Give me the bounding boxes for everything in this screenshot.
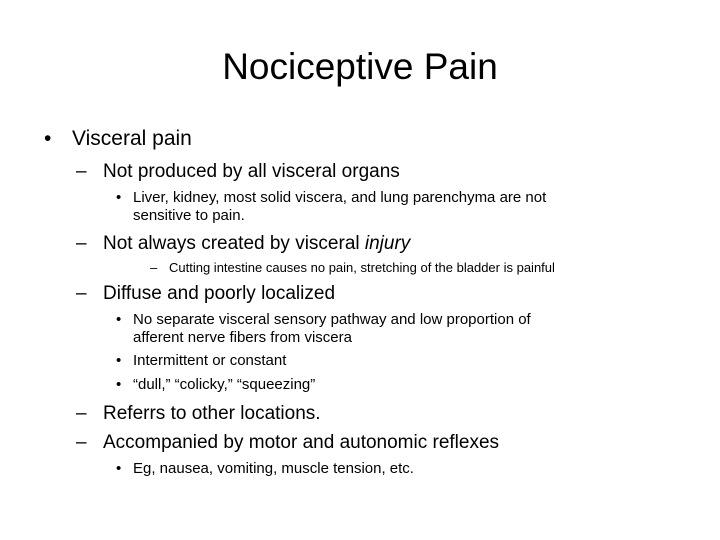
bullet-marker: • bbox=[116, 352, 122, 369]
dash-marker: – bbox=[150, 260, 158, 275]
detail-eg-nausea: Eg, nausea, vomiting, muscle tension, etc. bbox=[133, 460, 414, 477]
subbullet-diffuse: Diffuse and poorly localized bbox=[103, 283, 336, 304]
bullet-marker: • bbox=[116, 376, 122, 393]
subbullet-not-always-created-text: Not always created by visceral bbox=[103, 233, 365, 254]
dash-marker: – bbox=[76, 403, 87, 424]
detail-no-separate-pathway-line1: No separate visceral sensory pathway and low proportion of bbox=[133, 311, 531, 328]
dash-marker: – bbox=[76, 233, 87, 254]
bullet-marker: • bbox=[44, 127, 52, 150]
bullet-marker: • bbox=[116, 460, 122, 477]
detail-liver-kidney-line2: sensitive to pain. bbox=[133, 207, 245, 224]
detail-cutting-intestine: Cutting intestine causes no pain, stretching of the bladder is painful bbox=[169, 260, 555, 275]
dash-marker: – bbox=[76, 283, 87, 304]
bullet-visceral-pain: Visceral pain bbox=[72, 127, 192, 150]
dash-marker: – bbox=[76, 161, 87, 182]
slide-title: Nociceptive Pain bbox=[222, 46, 498, 87]
subbullet-referrs: Referrs to other locations. bbox=[103, 403, 321, 424]
bullet-marker: • bbox=[116, 189, 122, 206]
subbullet-not-produced: Not produced by all visceral organs bbox=[103, 161, 400, 182]
bullet-marker: • bbox=[116, 311, 122, 328]
detail-no-separate-pathway-line2: afferent nerve fibers from viscera bbox=[133, 329, 352, 346]
dash-marker: – bbox=[76, 432, 87, 453]
detail-intermittent: Intermittent or constant bbox=[133, 352, 287, 369]
subbullet-injury-emphasis: injury bbox=[364, 233, 411, 254]
detail-dull-colicky: “dull,” “colicky,” “squeezing” bbox=[133, 376, 316, 393]
detail-liver-kidney-line1: Liver, kidney, most solid viscera, and lung parenchyma are not bbox=[133, 189, 547, 206]
subbullet-not-always-created bbox=[103, 232, 410, 256]
subbullet-accompanied: Accompanied by motor and autonomic reflexes bbox=[103, 432, 500, 453]
